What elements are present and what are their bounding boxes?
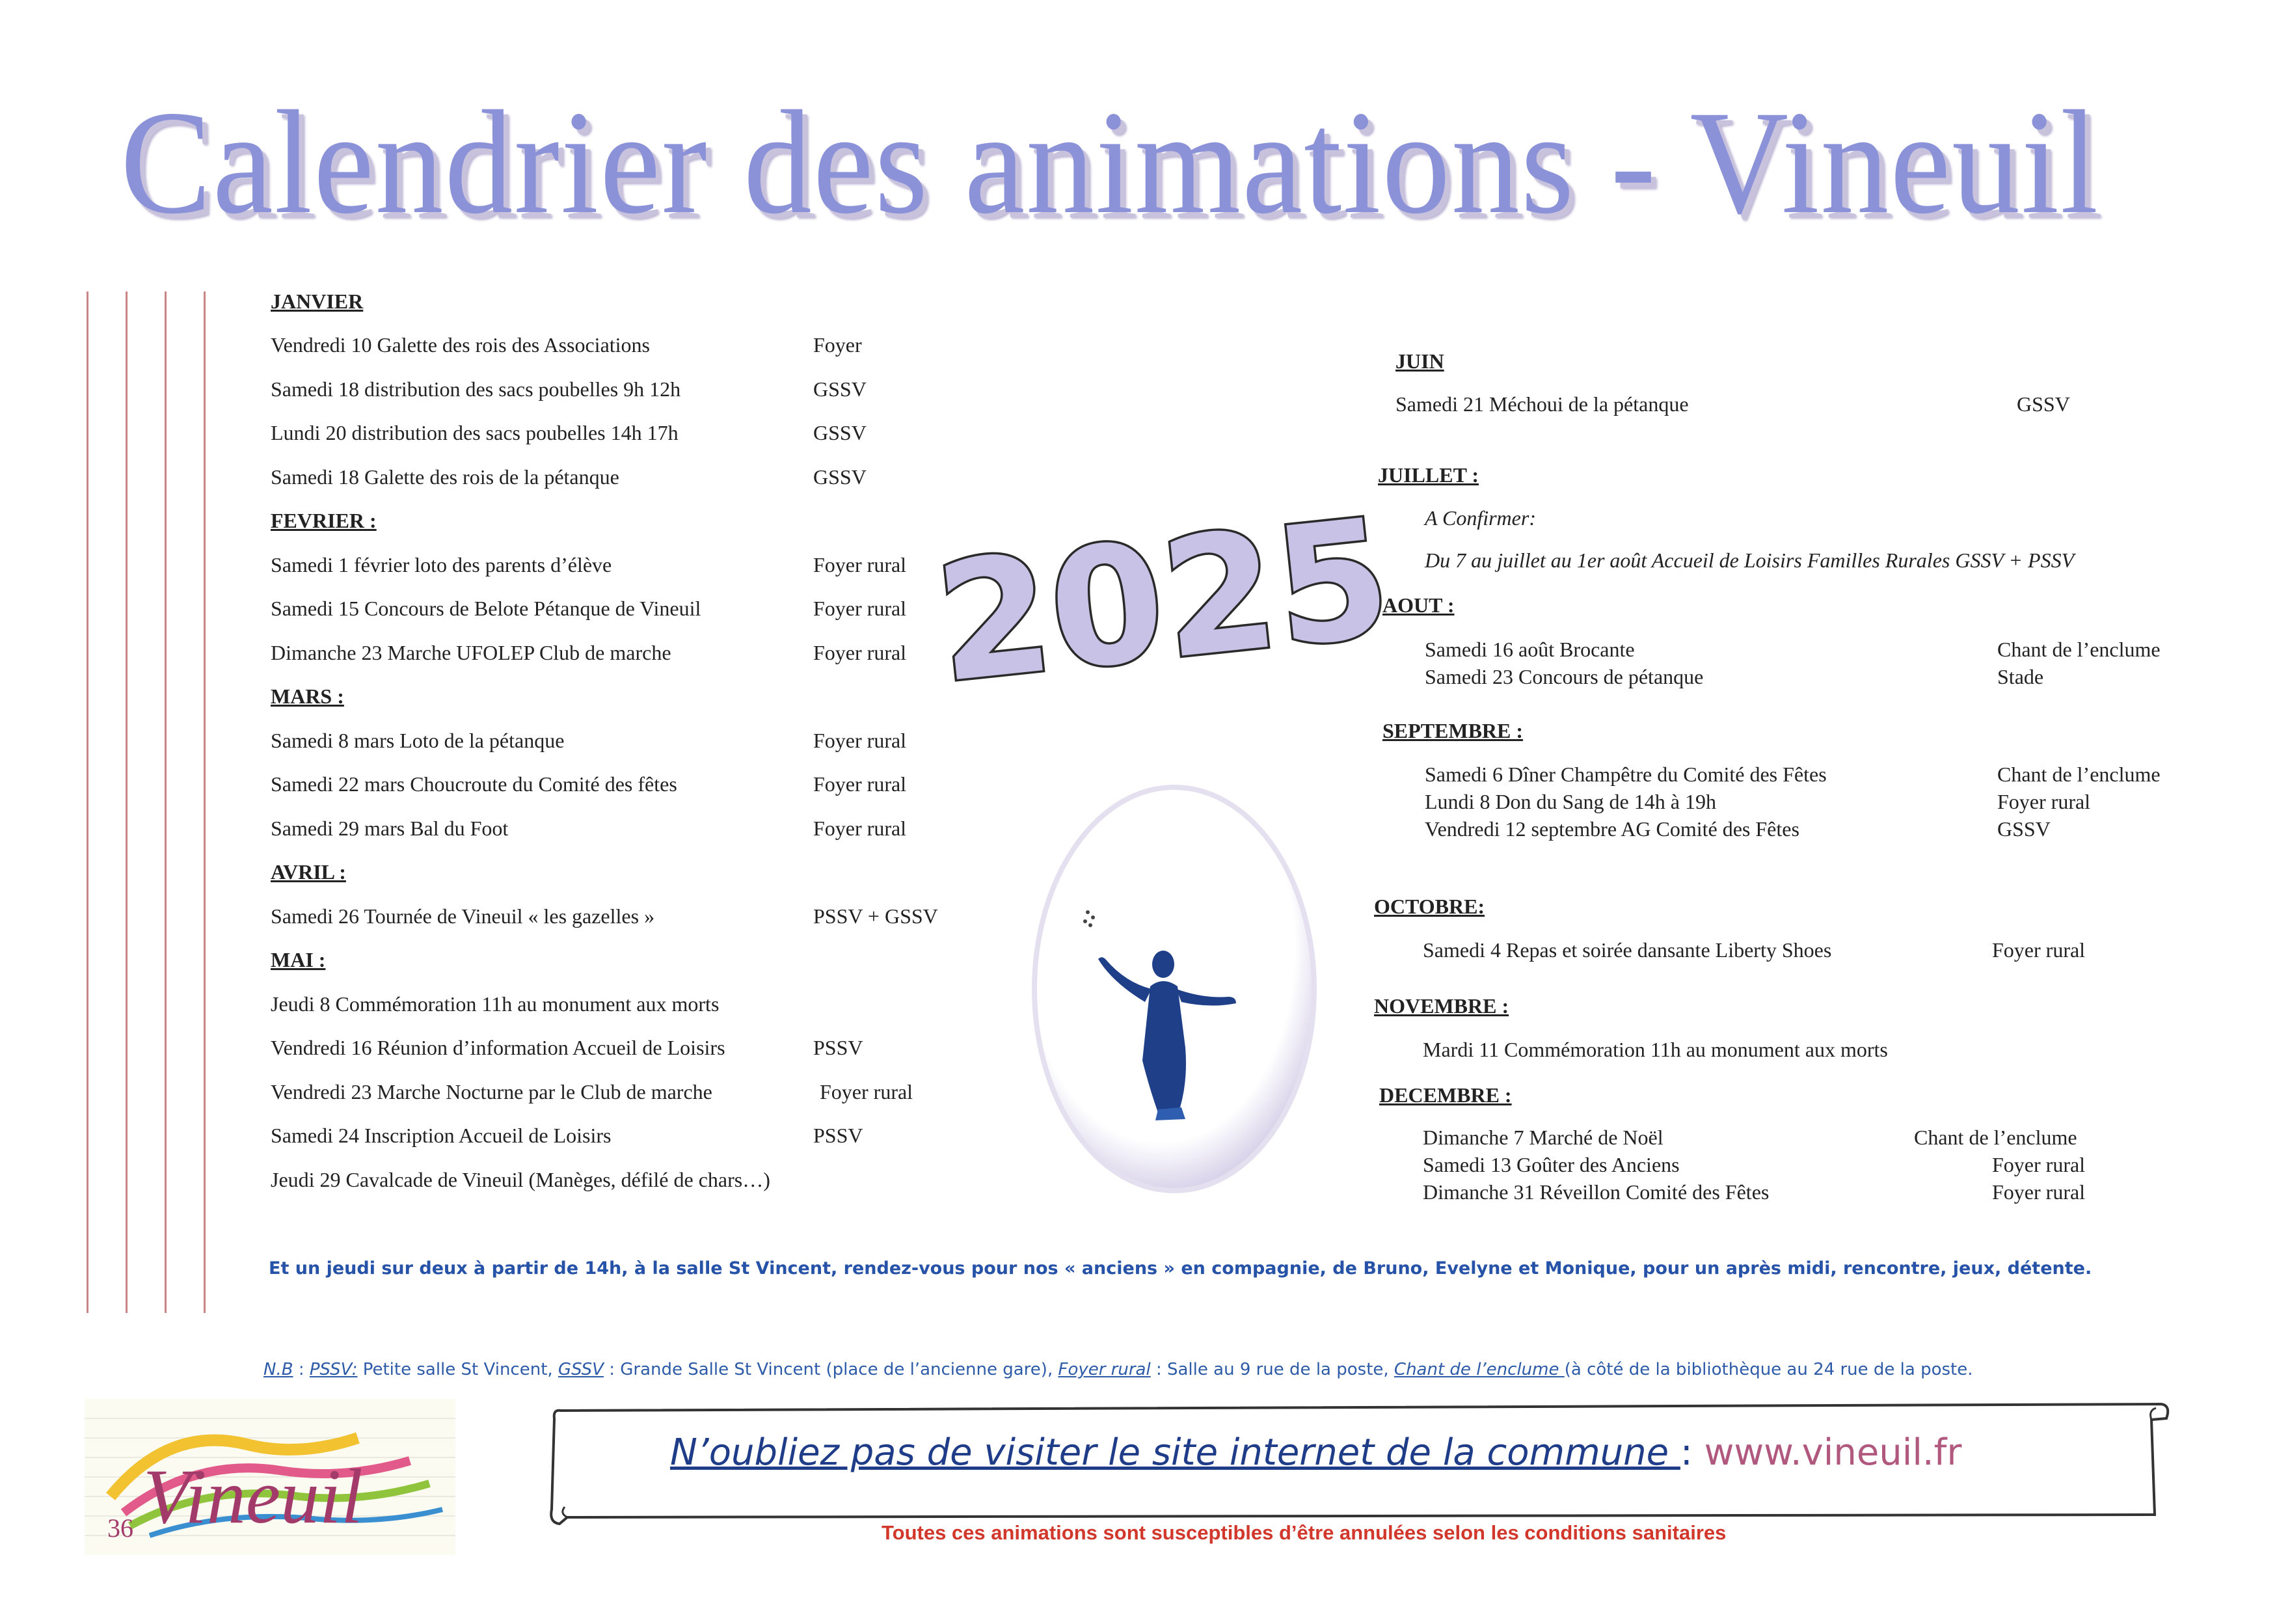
margin-line (204, 291, 206, 1313)
event-text: Samedi 21 Méchoui de la pétanque (1395, 392, 1689, 416)
event-text: Vendredi 16 Réunion d’information Accueil de Loisirs (271, 1036, 725, 1059)
gssv-text: : Grande Salle St Vincent (place de l’ancienne gare), (603, 1360, 1058, 1379)
event-place: Foyer rural (813, 641, 907, 664)
month-heading-octobre: OCTOBRE: (1374, 895, 1485, 918)
nb-sep: : (293, 1360, 310, 1379)
event-text: Samedi 6 Dîner Champêtre du Comité des Fêtes (1425, 763, 1827, 786)
event-note: A Confirmer: (1425, 506, 1536, 530)
event-place: Foyer rural (1992, 938, 2086, 962)
month-heading-fevrier: FEVRIER : (271, 509, 377, 532)
event-place: PSSV (813, 1036, 863, 1059)
margin-line (126, 291, 128, 1313)
event-text: Dimanche 7 Marché de Noël (1423, 1126, 1664, 1149)
event-text: Dimanche 23 Marche UFOLEP Club de marche (271, 641, 671, 664)
event-place: GSSV (2017, 392, 2070, 416)
month-heading-septembre: SEPTEMBRE : (1382, 719, 1524, 742)
event-text: Samedi 15 Concours de Belote Pétanque de Vineuil (271, 597, 701, 620)
nb-legend (263, 1360, 1973, 1379)
event-note: Du 7 au juillet au 1er août Accueil de Loisirs Familles Rurales GSSV + PSSV (1425, 548, 2075, 572)
event-place: Foyer rural (813, 817, 907, 840)
event-text: Samedi 1 février loto des parents d’élève (271, 553, 612, 576)
website-link[interactable]: www.vineuil.fr (1704, 1431, 1962, 1474)
event-text: Samedi 13 Goûter des Anciens (1423, 1153, 1680, 1176)
event-text: Samedi 16 août Brocante (1425, 638, 1635, 661)
visit-colon: : (1680, 1431, 1704, 1474)
event-place: Foyer rural (1992, 1153, 2086, 1176)
event-place: Foyer rural (820, 1080, 913, 1103)
cancellation-warning: Toutes ces animations sont susceptibles d’être annulées selon les conditions sanitaires (882, 1521, 1727, 1544)
month-heading-aout: AOUT : (1382, 593, 1455, 617)
event-place: Foyer (813, 333, 862, 357)
event-text: Samedi 23 Concours de pétanque (1425, 665, 1704, 688)
page-title: Calendrier des animations - Vineuil (120, 81, 2100, 245)
event-text: Samedi 29 mars Bal du Foot (271, 817, 509, 840)
event-place: GSSV (813, 465, 867, 489)
event-place: Chant de l’enclume (1997, 638, 2161, 661)
event-place: Foyer rural (813, 772, 907, 796)
month-heading-decembre: DECEMBRE : (1379, 1083, 1512, 1107)
event-place: Foyer rural (1997, 790, 2091, 813)
event-text: Samedi 18 Galette des rois de la pétanque (271, 465, 619, 489)
vineuil-logo (85, 1399, 455, 1555)
event-text: Dimanche 31 Réveillon Comité des Fêtes (1423, 1180, 1770, 1204)
gssv-label: GSSV (558, 1360, 604, 1379)
pssv-text: Petite salle St Vincent, (357, 1360, 558, 1379)
chant-label: Chant de l’enclume (1394, 1360, 1565, 1379)
event-place: PSSV (813, 1124, 863, 1147)
event-place: GSSV (813, 421, 867, 444)
month-heading-novembre: NOVEMBRE : (1374, 994, 1509, 1018)
logo-number: 36 (107, 1513, 133, 1543)
event-text: Samedi 8 mars Loto de la pétanque (271, 729, 565, 752)
month-heading-mai: MAI : (271, 948, 326, 971)
event-place: GSSV (813, 377, 867, 401)
event-place: Stade (1997, 665, 2044, 688)
event-text: Vendredi 10 Galette des rois des Associations (271, 333, 650, 357)
event-place: GSSV (1997, 817, 2051, 841)
event-place: Chant de l’enclume (1997, 763, 2161, 786)
chant-text: (à côté de la bibliothèque au 24 rue de la poste. (1564, 1360, 1973, 1379)
event-text: Lundi 20 distribution des sacs poubelles 14h 17h (271, 421, 679, 444)
event-text: Vendredi 23 Marche Nocturne par le Club de marche (271, 1080, 712, 1103)
foyer-text: : Salle au 9 rue de la poste, (1150, 1360, 1394, 1379)
event-row (1423, 1038, 1888, 1062)
event-place: Foyer rural (813, 729, 907, 752)
margin-line (165, 291, 167, 1313)
event-text: Samedi 22 mars Choucroute du Comité des fêtes (271, 772, 677, 796)
visit-website (670, 1431, 1961, 1474)
month-heading-avril: AVRIL : (271, 860, 346, 884)
event-place: PSSV + GSSV (813, 904, 938, 928)
logo-name: Vineuil (143, 1453, 363, 1539)
event-text: Samedi 4 Repas et soirée dansante Liberty Shoes (1423, 938, 1832, 962)
nb-label: N.B (263, 1360, 293, 1379)
pssv-label: PSSV: (309, 1360, 358, 1379)
event-text: Mardi 11 Commémoration 11h au monument aux morts (1423, 1038, 1888, 1061)
event-text: Samedi 18 distribution des sacs poubelles 9h 12h (271, 377, 681, 401)
year-text: 2025 (928, 483, 1399, 719)
margin-line (87, 291, 88, 1313)
month-heading-juillet: JUILLET : (1378, 463, 1479, 487)
event-text: Lundi 8 Don du Sang de 14h à 19h (1425, 790, 1716, 813)
event-place: Chant de l’enclume (1914, 1126, 2077, 1149)
event-text: Samedi 26 Tournée de Vineuil « les gazelles » (271, 904, 655, 928)
event-place: Foyer rural (813, 597, 907, 620)
visit-text: N’oubliez pas de visiter le site internet de la commune (670, 1431, 1680, 1474)
month-heading-mars: MARS : (271, 684, 344, 708)
event-text: Jeudi 8 Commémoration 11h au monument aux morts (271, 992, 720, 1016)
anciens-note: Et un jeudi sur deux à partir de 14h, à la salle St Vincent, rendez-vous pour nos « anciens » en compagnie, de Bruno, Evelyne et Monique, pour un après midi, rencontre, jeux, détente. (269, 1258, 2092, 1279)
oval-illustration (1021, 774, 1327, 1204)
foyer-label: Foyer rural (1058, 1360, 1151, 1379)
event-place: Foyer rural (1992, 1180, 2086, 1204)
event-text: Jeudi 29 Cavalcade de Vineuil (Manèges, défilé de chars…) (271, 1168, 770, 1191)
year-2025 (928, 481, 1399, 719)
event-place: Foyer rural (813, 553, 907, 576)
month-heading-juin: JUIN (1395, 349, 1444, 373)
event-text: Vendredi 12 septembre AG Comité des Fêtes (1425, 817, 1799, 841)
event-text: Samedi 24 Inscription Accueil de Loisirs (271, 1124, 612, 1147)
month-heading-janvier: JANVIER (271, 290, 364, 313)
